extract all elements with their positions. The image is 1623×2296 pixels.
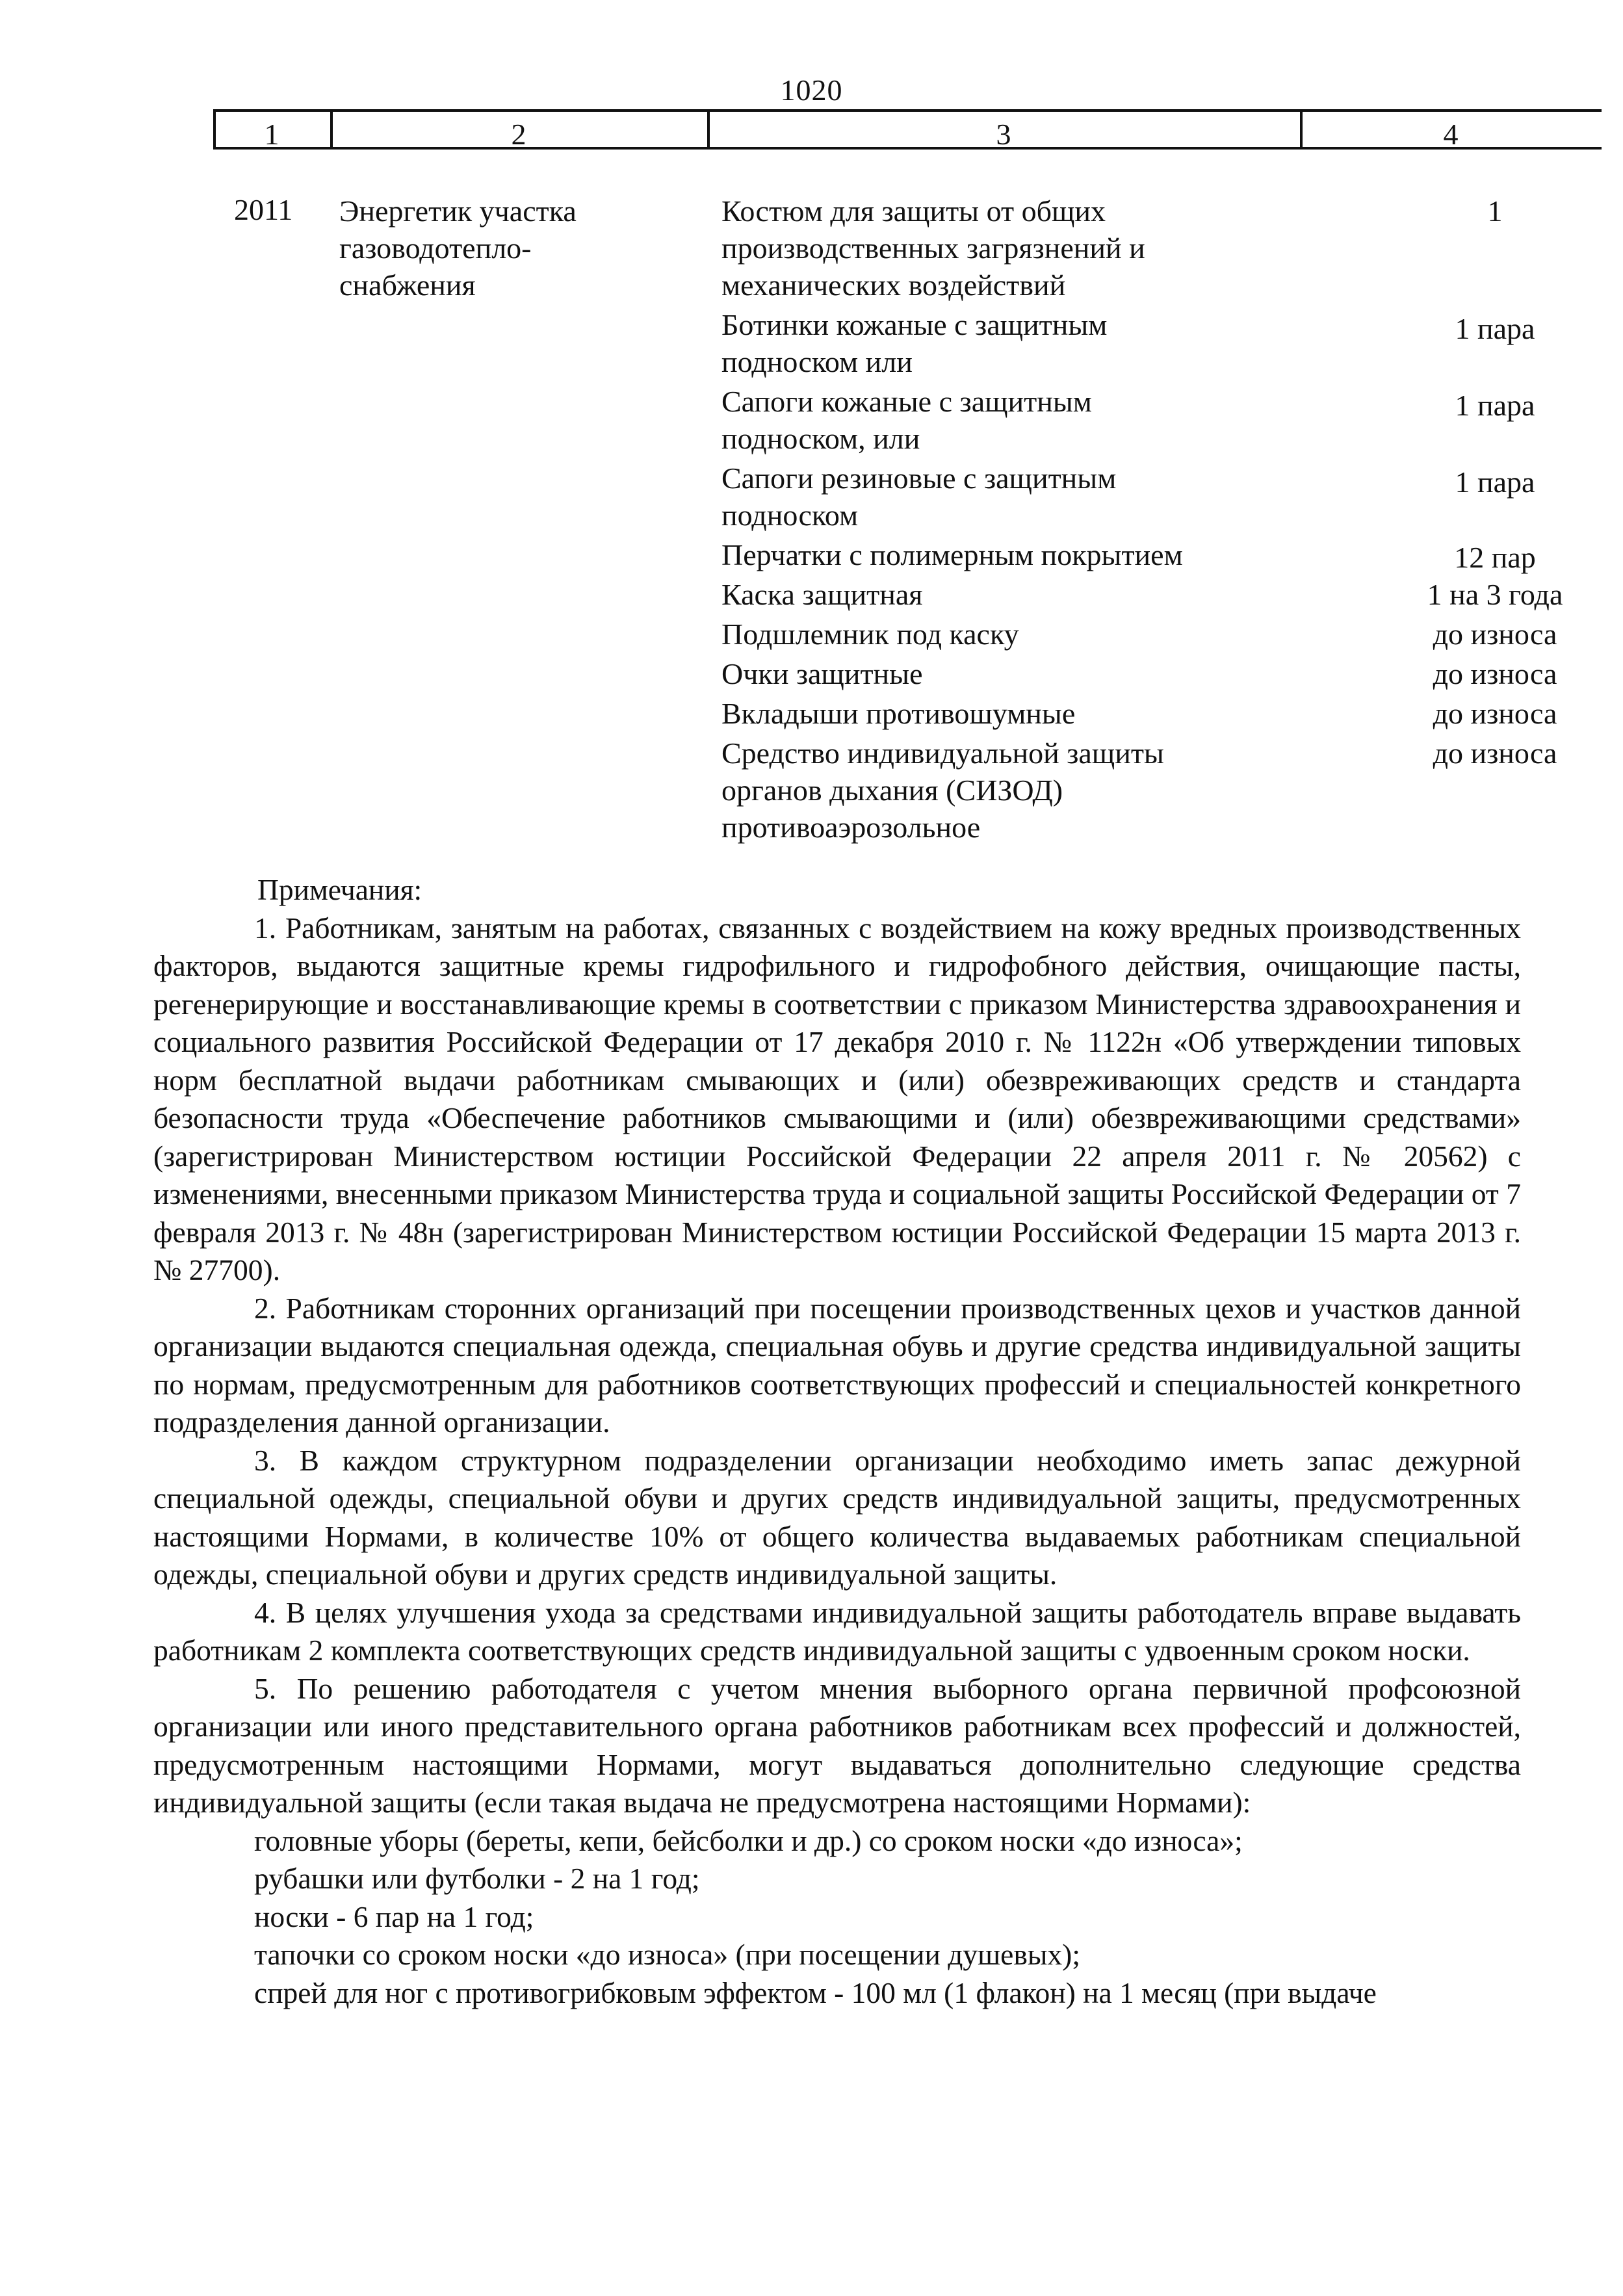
ppe-item-name: Каска защитная	[721, 578, 923, 611]
list-item: спрей для ног с противогрибковым эффектом - 100 мл (1 флакон) на 1 месяц (при выдаче	[254, 1976, 1377, 2009]
ppe-item	[721, 735, 1557, 846]
ppe-item	[721, 306, 1535, 380]
ppe-item-qty: 12 пар	[1454, 541, 1536, 574]
ppe-items-list	[721, 192, 1563, 848]
ppe-item-qty: 1 пара	[1455, 312, 1535, 345]
ppe-item	[721, 383, 1535, 457]
table-header	[213, 109, 1602, 150]
note-paragraph-5: 5. По решению работодателя с учетом мнения выборного органа первичной профсоюзной организации или иного представительного органа работников работникам всех профессий и должностей, предусмотренным настоящими Нормами, могут выдаваться дополнительно следующие средства индивидуальной защиты (если такая выдача не предусмотрена настоящими Нормами):	[153, 1671, 1521, 1819]
header-col-2: 2	[511, 118, 526, 151]
ppe-item-qty: 1 пара	[1455, 465, 1535, 499]
list-item: головные уборы (береты, кепи, бейсболки и др.) со сроком носки «до износа»;	[254, 1823, 1243, 1857]
note-paragraph-4: 4. В целях улучшения ухода за средствами индивидуальной защиты работодатель вправе выдавать работникам 2 комплекта соответствующих средств индивидуальной защиты с удвоенным сроком носки.	[153, 1595, 1521, 1667]
row-profession: Энергетик участка газоводотепло- снабжения	[339, 194, 577, 302]
note-paragraph-1: 1. Работникам, занятым на работах, связанных с воздействием на кожу вредных производственных факторов, выдаются защитные кремы гидрофильного и гидрофобного действия, очищающие пасты, регенерирующие и восстанавливающие кремы в соответствии с приказом Министерства здравоохранения и социального развития Российской Федерации от 17 декабря 2010 г. № 1122н «Об утверждении типовых норм бесплатной выдачи работникам смывающих и (или) обезвреживающих средств и стандарта безопасности труда «Обеспечение работников смывающими и (или) обезвреживающими средствами» (зарегистрирован Министерством юстиции Российской Федерации 22 апреля 2011 г. № 20562) с изменениями, внесенными приказом Министерства труда и социальной защиты Российской Федерации от 7 февраля 2013 г. № 48н (зарегистрирован Министерством юстиции Российской Федерации 15 марта 2013 г. № 27700).	[153, 911, 1521, 1286]
ppe-item-name: Перчатки с полимерным покрытием	[721, 538, 1183, 571]
page-number: 1020	[780, 73, 843, 107]
ppe-item	[721, 616, 1557, 653]
notes-title: Примечания:	[257, 873, 422, 906]
ppe-item-qty: до износа	[1433, 737, 1557, 770]
ppe-item-name: Подшлемник под каску	[721, 618, 1019, 651]
ppe-item-qty: до износа	[1433, 657, 1557, 690]
ppe-item-name: Сапоги кожаные с защитным подноском, или	[721, 385, 1092, 455]
ppe-item-name: Вкладыши противошумные	[721, 697, 1076, 730]
header-col-3: 3	[996, 118, 1011, 151]
ppe-item-name: Костюм для защиты от общих производственных загрязнений и механических воздействий	[721, 194, 1145, 302]
ppe-item	[721, 460, 1535, 534]
ppe-item	[721, 576, 1563, 613]
ppe-item-name: Ботинки кожаные с защитным подноском или	[721, 308, 1108, 378]
ppe-item-qty: до износа	[1433, 697, 1557, 730]
list-item: носки - 6 пар на 1 год;	[254, 1899, 534, 1933]
list-item: рубашки или футболки - 2 на 1 год;	[254, 1862, 700, 1895]
row-number: 2011	[234, 193, 293, 226]
header-col-4: 4	[1443, 118, 1459, 151]
ppe-item	[721, 536, 1536, 574]
ppe-item	[721, 655, 1557, 692]
ppe-item-name: Средство индивидуальной защиты органов дыхания (СИЗОД) противоаэрозольное	[721, 737, 1164, 844]
ppe-item-qty: 1	[1487, 194, 1503, 228]
ppe-item	[721, 192, 1503, 304]
ppe-item-qty: 1 на 3 года	[1427, 578, 1563, 611]
note-paragraph-3: 3. В каждом структурном подразделении организации необходимо иметь запас дежурной специальной одежды, специальной обуви и других средств индивидуальной защиты, предусмотренных настоящими Нормами, в количестве 10% от общего количества выдаваемых работникам специальной одежды, специальной обуви и других средств индивидуальной защиты.	[153, 1443, 1521, 1591]
ppe-item-name: Сапоги резиновые с защитным подноском	[721, 462, 1117, 532]
ppe-item	[721, 695, 1557, 732]
ppe-item-qty: до износа	[1433, 618, 1557, 651]
header-top-rule	[213, 109, 1602, 112]
notes-section	[153, 871, 1521, 2012]
ppe-item-qty: 1 пара	[1455, 389, 1535, 422]
header-col-1: 1	[264, 118, 279, 151]
note-paragraph-2: 2. Работникам сторонних организаций при посещении производственных цехов и участков данной организации выдаются специальная одежда, специальная обувь и другие средства индивидуальной защиты по нормам, предусмотренным для работников соответствующих профессий и специальностей конкретного подразделения данной организации.	[153, 1291, 1521, 1439]
ppe-item-name: Очки защитные	[721, 657, 923, 690]
list-item: тапочки со сроком носки «до износа» (при посещении душевых);	[254, 1938, 1080, 1971]
